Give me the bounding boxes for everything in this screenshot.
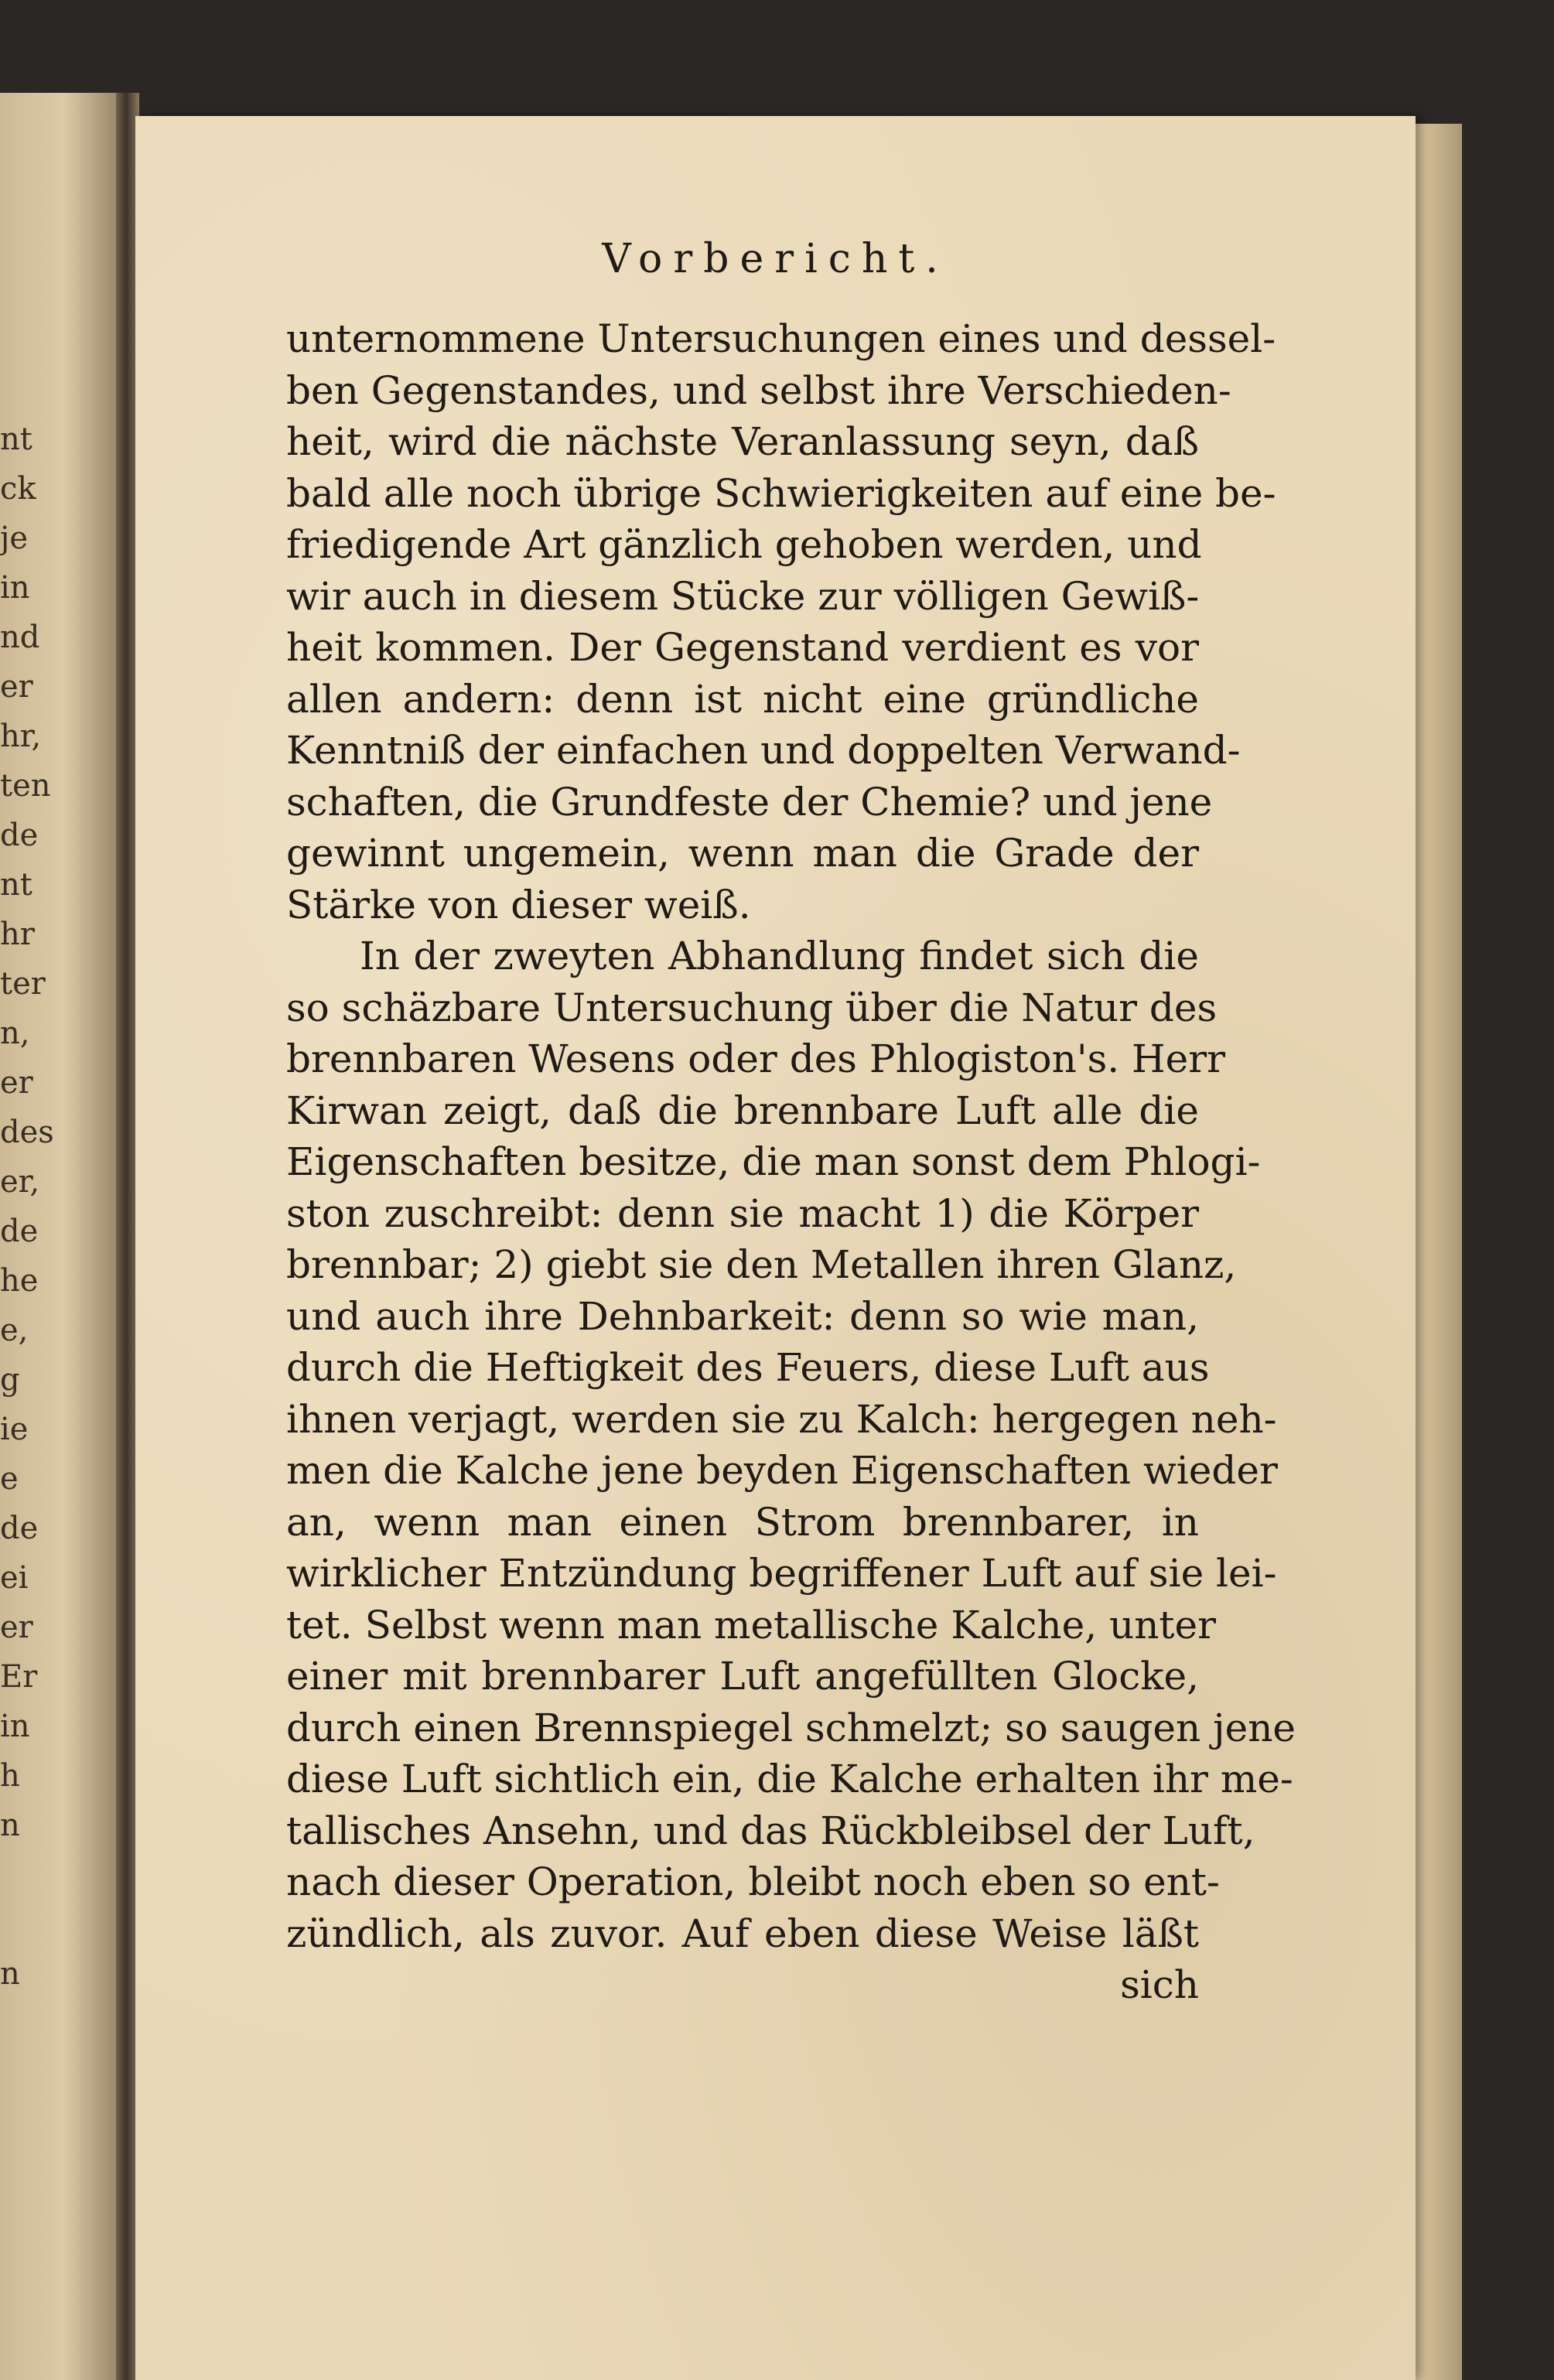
left-page-text-fragments <box>0 418 54 2051</box>
left-fragment: des <box>0 1115 54 1150</box>
text-line: unternommene Untersuchungen eines und dessel- <box>286 316 1276 361</box>
text-line: durch einen Brennspiegel schmelzt; so saugen jene <box>286 1705 1296 1750</box>
left-fragment: Er <box>0 1659 38 1695</box>
left-fragment: e <box>0 1461 19 1497</box>
left-fragment: nt <box>0 422 32 457</box>
left-fragment: n <box>0 1956 20 1992</box>
page-edge <box>1416 124 1462 2380</box>
text-line: nach dieser Operation, bleibt noch eben so ent- <box>286 1859 1220 1904</box>
text-line: schaften, die Grundfeste der Chemie? und jene <box>286 779 1213 825</box>
left-fragment: er <box>0 1610 33 1645</box>
left-fragment: n, <box>0 1016 30 1051</box>
text-line: Eigenschaften besitze, die man sonst dem Phlogi- <box>286 1139 1261 1184</box>
text-line: Stärke von dieser weiß. <box>286 882 751 927</box>
text-line: brennbaren Wesens oder des Phlogiston's. Herr <box>286 1036 1226 1081</box>
text-line: men die Kalche jene beyden Eigenschaften wieder <box>286 1448 1278 1493</box>
text-line: Kirwan zeigt, daß die brennbare Luft alle die <box>286 1088 1199 1133</box>
text-line: tet. Selbst wenn man metallische Kalche, unter <box>286 1602 1217 1648</box>
right-page <box>135 116 1416 2380</box>
catchword: sich <box>1120 1962 1199 2007</box>
body-text <box>286 313 1296 2011</box>
left-fragment: ie <box>0 1412 29 1447</box>
text-line: heit kommen. Der Gegenstand verdient es vor <box>286 625 1199 670</box>
left-fragment: n <box>0 1808 20 1843</box>
left-fragment: g <box>0 1362 20 1398</box>
left-fragment <box>0 1853 39 1897</box>
text-line: einer mit brennbarer Luft angefüllten Glocke, <box>286 1654 1199 1699</box>
text-line: an, wenn man einen Strom brennbarer, in <box>286 1499 1199 1545</box>
left-fragment <box>0 1903 39 1946</box>
left-fragment: er <box>0 669 33 705</box>
left-fragment: ei <box>0 1560 29 1596</box>
left-fragment <box>0 2002 39 2045</box>
text-line: zündlich, als zuvor. Auf eben diese Weise läßt <box>286 1910 1199 1956</box>
left-page <box>0 93 116 2380</box>
left-fragment: ck <box>0 471 36 507</box>
text-line: wir auch in diesem Stücke zur völligen Gewiß- <box>286 573 1200 619</box>
left-fragment: e, <box>0 1313 29 1348</box>
left-fragment: hr <box>0 917 35 952</box>
text-line: gewinnt ungemein, wenn man die Grade der <box>286 831 1199 876</box>
text-line: ston zuschreibt: denn sie macht 1) die Körper <box>286 1190 1199 1236</box>
left-fragment: nt <box>0 867 32 903</box>
text-line: durch die Heftigkeit des Feuers, diese Luft aus <box>286 1345 1210 1390</box>
left-fragment: ten <box>0 768 51 804</box>
text-line: so schäzbare Untersuchung über die Natur des <box>286 985 1218 1030</box>
text-line: allen andern: denn ist nicht eine gründliche <box>286 676 1199 722</box>
left-fragment: nd <box>0 620 40 655</box>
left-fragment: de <box>0 1214 39 1249</box>
text-line: Kenntniß der einfachen und doppelten Verwand- <box>286 728 1241 773</box>
left-fragment: je <box>0 521 29 556</box>
left-fragment: he <box>0 1263 39 1299</box>
running-head: Vorbericht. <box>602 236 949 282</box>
left-fragment: ter <box>0 966 46 1002</box>
text-line: brennbar; 2) giebt sie den Metallen ihren Glanz, <box>286 1242 1237 1287</box>
text-line: ben Gegenstandes, und selbst ihre Verschieden- <box>286 367 1231 413</box>
left-fragment: in <box>0 570 30 606</box>
left-fragment: de <box>0 818 39 853</box>
text-line: friedigende Art gänzlich gehoben werden, und <box>286 522 1202 567</box>
left-fragment: de <box>0 1511 39 1546</box>
left-fragment: er, <box>0 1164 40 1200</box>
left-fragment: hr, <box>0 719 42 754</box>
left-fragment: in <box>0 1709 30 1744</box>
text-line: bald alle noch übrige Schwierigkeiten auf eine be- <box>286 470 1276 516</box>
text-line: In der zweyten Abhandlung findet sich die <box>360 934 1199 978</box>
left-fragment: er <box>0 1065 33 1101</box>
text-line: diese Luft sichtlich ein, die Kalche erhalten ihr me- <box>286 1757 1293 1801</box>
text-line: ihnen verjagt, werden sie zu Kalch: hergegen neh- <box>286 1396 1277 1442</box>
text-line: heit, wird die nächste Veranlassung seyn, daß <box>286 419 1199 464</box>
text-line: wirklicher Entzündung begriffener Luft auf sie lei- <box>286 1551 1277 1596</box>
left-fragment: h <box>0 1758 20 1794</box>
text-line: und auch ihre Dehnbarkeit: denn so wie man, <box>286 1293 1199 1339</box>
text-line: tallisches Ansehn, und das Rückbleibsel der Luft, <box>286 1808 1255 1853</box>
